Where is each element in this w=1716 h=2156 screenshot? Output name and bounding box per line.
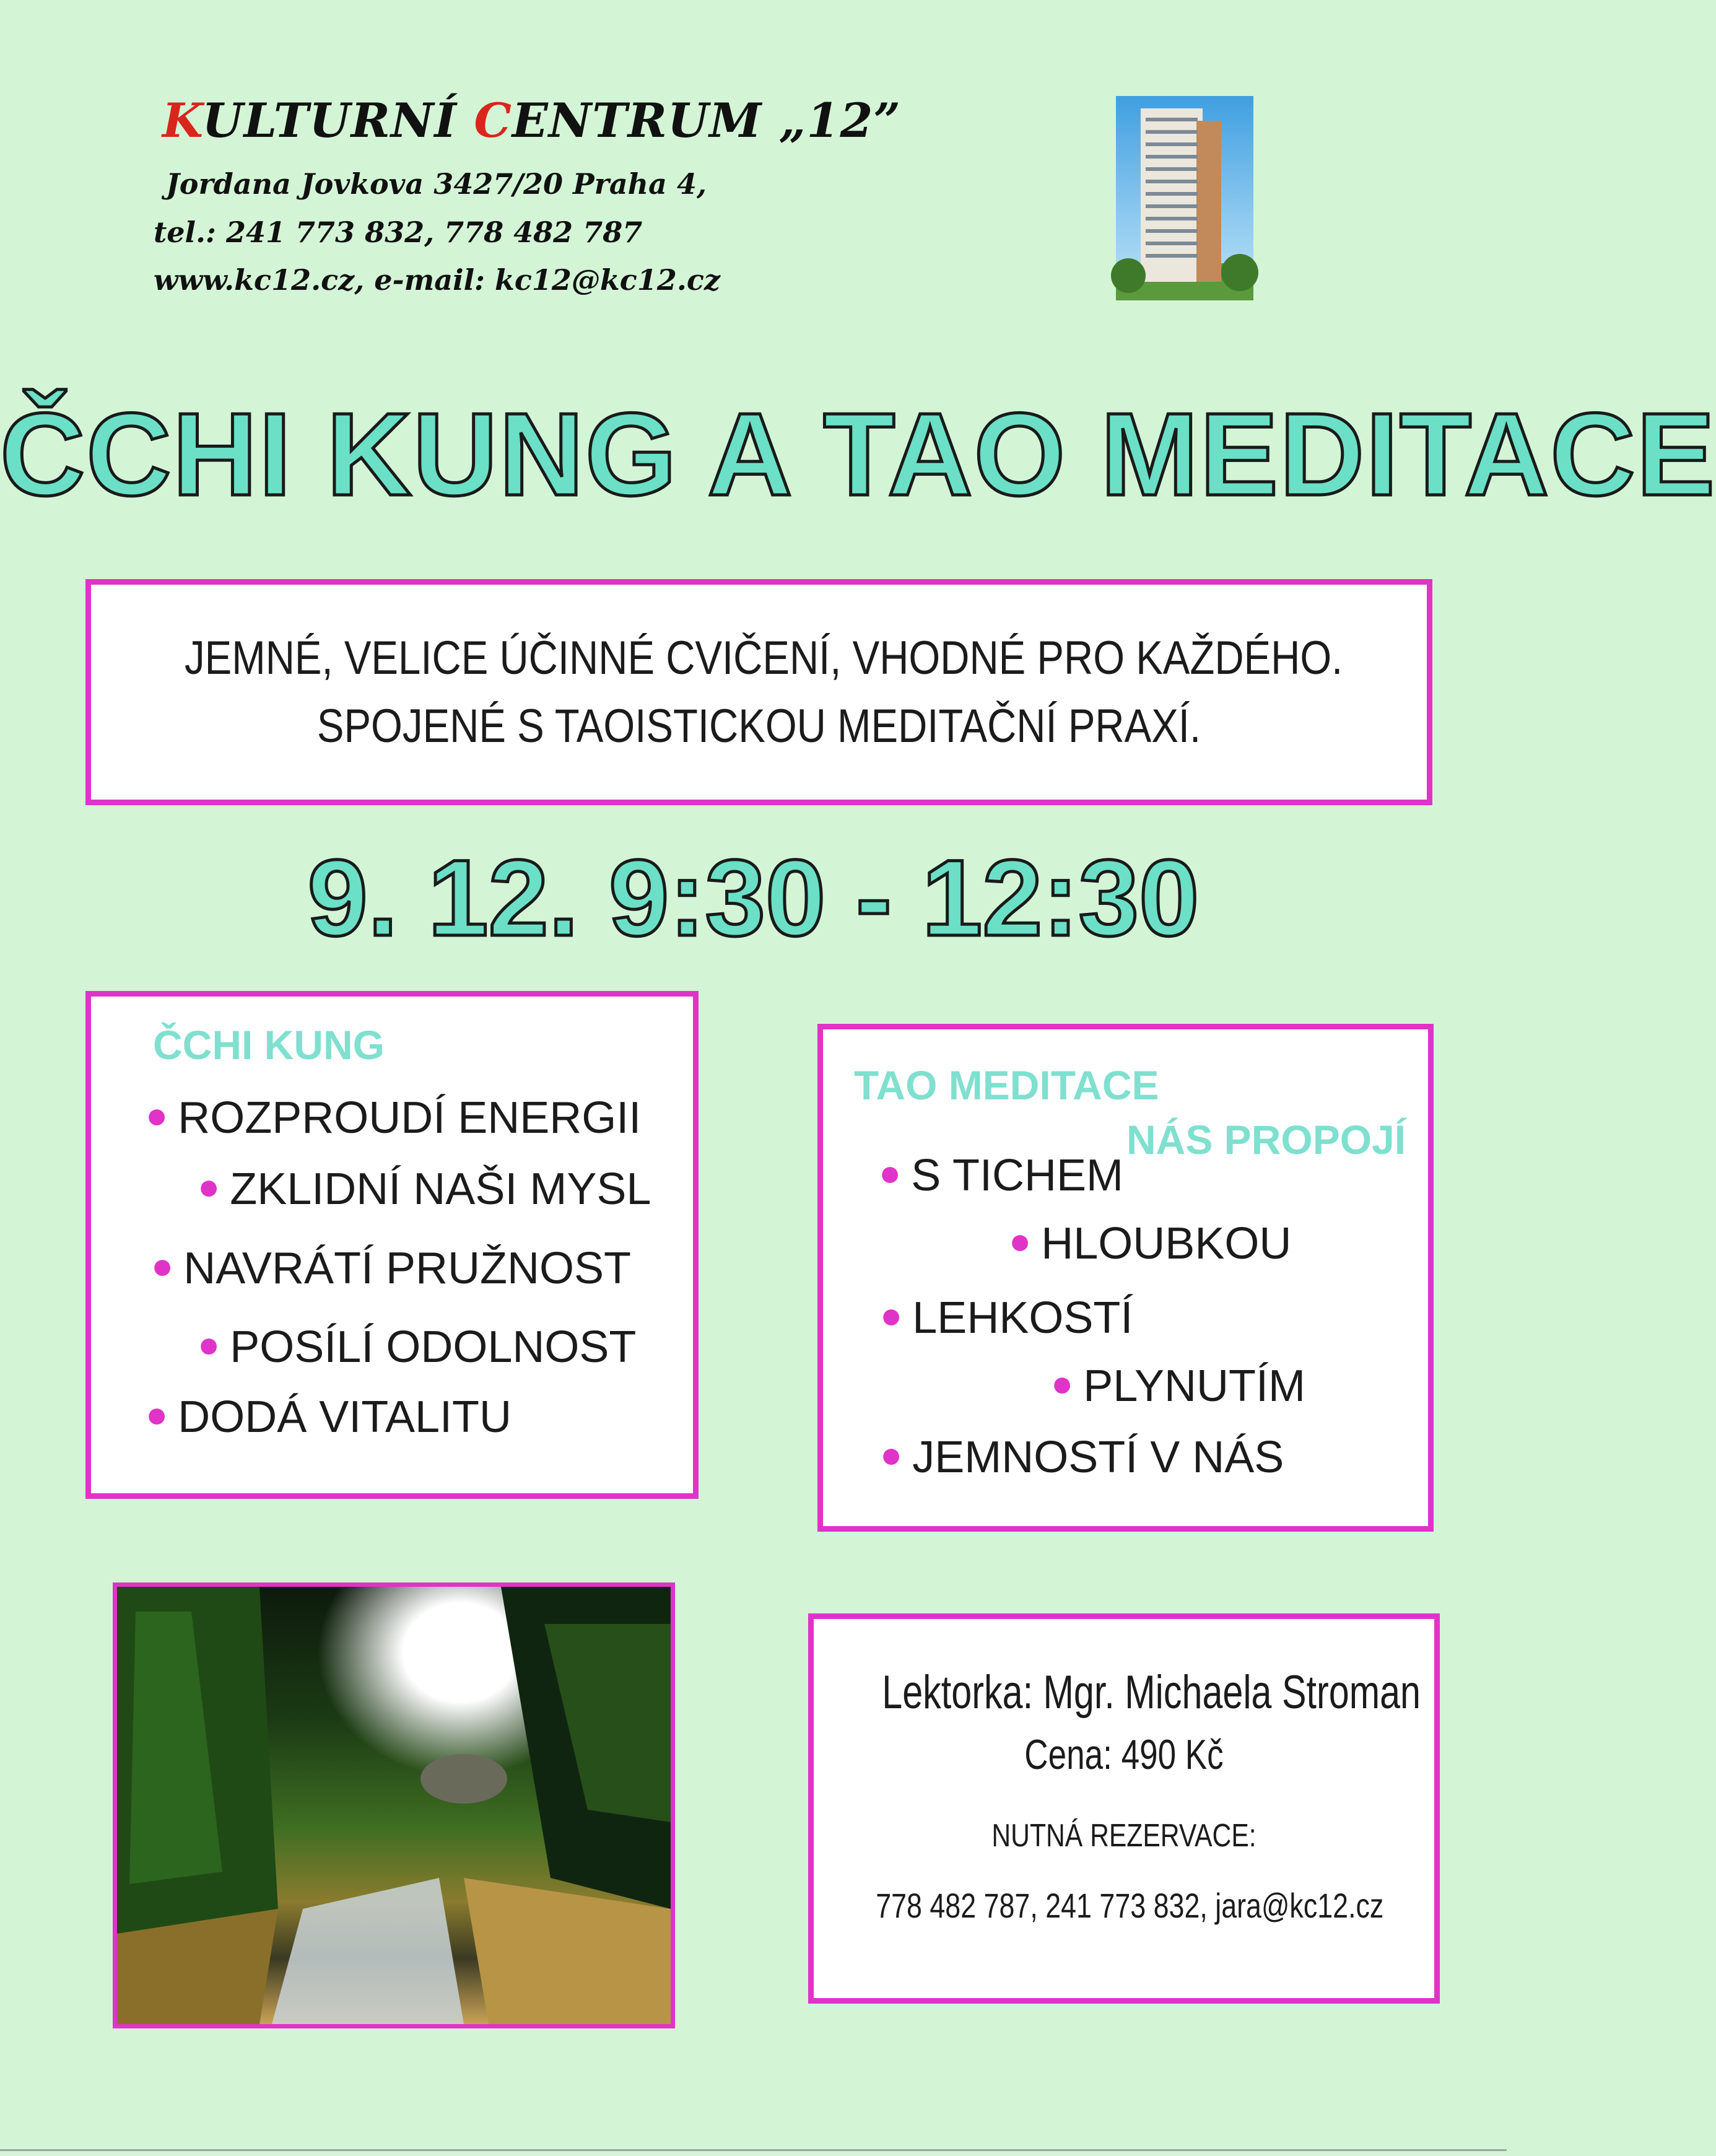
info-box: [808, 1613, 1440, 2004]
page-title: ČCHI KUNG A TAO MEDITACE: [0, 389, 1716, 520]
tao-heading: TAO MEDITACE: [854, 1062, 1159, 1108]
org-initial-c: C: [474, 93, 512, 148]
list-item: ● S TICHEM: [879, 1151, 1123, 1200]
bullet-icon: ●: [880, 1434, 903, 1475]
intro-line-1: JEMNÉ, VELICE ÚČINNÉ CVIČENÍ, VHODNÉ PRO KAŽDÉHO.: [184, 632, 1343, 684]
intro-line-2: SPOJENÉ S TAOISTICKOU MEDITAČNÍ PRAXÍ.: [316, 700, 1201, 753]
list-item: ● DODÁ VITALITU: [146, 1392, 512, 1442]
building-photo: [1116, 96, 1253, 300]
bullet-icon: ●: [198, 1324, 220, 1365]
chi-kung-heading: ČCHI KUNG: [153, 1022, 385, 1068]
bullet-icon: ●: [879, 1152, 902, 1194]
list-item: ● POSÍLÍ ODOLNOST: [198, 1322, 637, 1372]
bullet-icon: ●: [880, 1294, 903, 1336]
tao-meditace-box: [817, 1024, 1434, 1532]
bullet-icon: ●: [146, 1094, 168, 1136]
reservation-label: NUTNÁ REZERVACE:: [991, 1818, 1257, 1854]
bullet-icon: ●: [1051, 1363, 1074, 1404]
list-item: ● ZKLIDNÍ NAŠI MYSL: [198, 1164, 651, 1214]
tao-subheading: NÁS PROPOJÍ: [1126, 1117, 1406, 1163]
list-item: ● NAVRÁTÍ PRUŽNOST: [151, 1244, 631, 1293]
org-word-centrum: ENTRUM: [512, 93, 779, 148]
price-text: Cena: 490 Kč: [1024, 1731, 1224, 1778]
bottom-divider: [0, 2149, 1507, 2151]
event-date-time: 9. 12. 9:30 - 12:30: [307, 838, 1200, 959]
bullet-icon: ●: [198, 1166, 220, 1207]
list-item: ● LEHKOSTÍ: [880, 1293, 1133, 1343]
photo-image: [117, 1587, 671, 2024]
address-text: Jordana Jovkova 3427/20 Praha 4,: [166, 167, 707, 201]
list-item: ● HLOUBKOU: [1009, 1219, 1292, 1268]
org-initial-k: K: [162, 93, 203, 148]
org-number: „12”: [778, 93, 902, 148]
organization-name: [162, 93, 901, 148]
list-item: ● JEMNOSTÍ V NÁS: [880, 1433, 1284, 1482]
chi-kung-box: [85, 991, 699, 1499]
reservation-contacts: 778 482 787, 241 773 832, jara@kc12.cz: [876, 1886, 1384, 1925]
org-word-kulturni: ULTURNÍ: [202, 93, 474, 148]
list-item: ● ROZPROUDÍ ENERGII: [146, 1093, 642, 1143]
intro-box: [85, 579, 1432, 805]
phone-text: tel.: 241 773 832, 778 482 787: [154, 216, 643, 249]
web-email-text: www.kc12.cz, e-mail: kc12@kc12.cz: [154, 263, 720, 297]
list-item: ● PLYNUTÍM: [1051, 1361, 1305, 1411]
bullet-icon: ●: [146, 1394, 168, 1435]
forest-stream-photo: [113, 1582, 675, 2028]
lecturer-text: Lektorka: Mgr. Michaela Stroman: [882, 1666, 1421, 1719]
bullet-icon: ●: [1009, 1220, 1032, 1262]
bullet-icon: ●: [151, 1245, 174, 1286]
